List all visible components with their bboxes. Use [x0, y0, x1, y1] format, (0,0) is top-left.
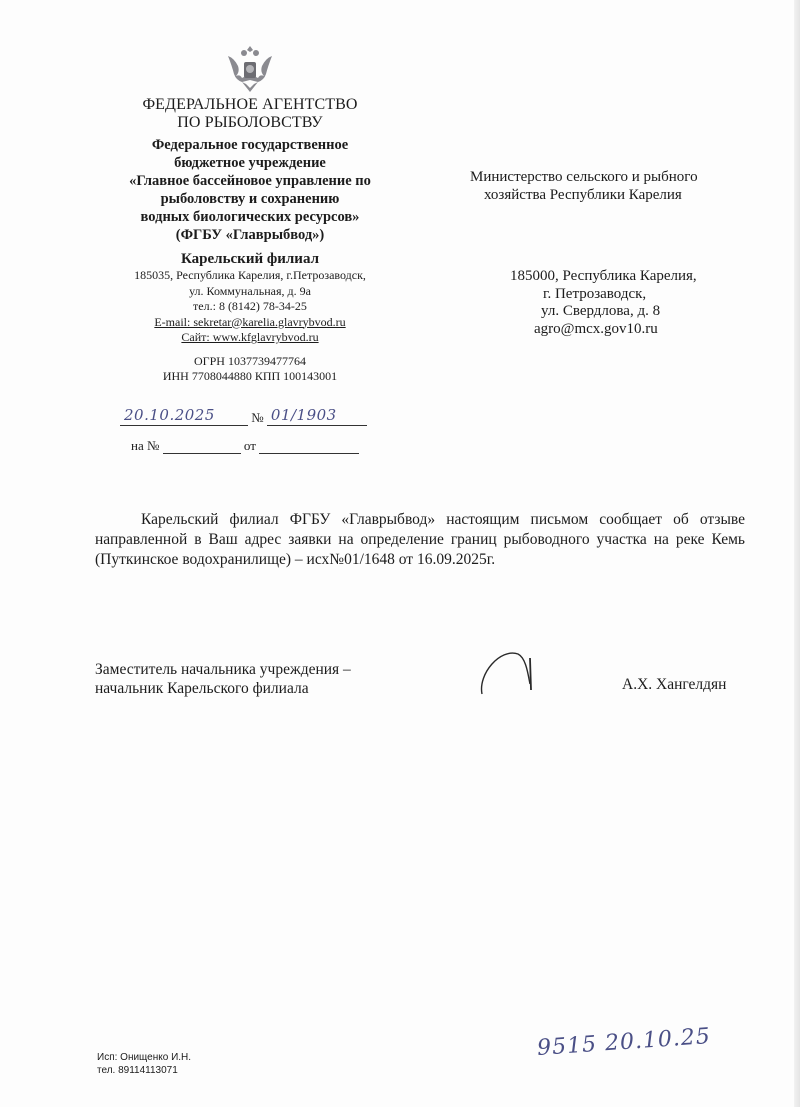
branch-email-link[interactable]: E-mail: sekretar@karelia.glavrybvod.ru	[154, 314, 346, 329]
letter-body	[95, 510, 745, 570]
signatory-title-line1: Заместитель начальника учреждения –	[95, 661, 351, 678]
page-edge	[794, 0, 800, 1107]
recipient-address-line2: г. Петрозаводск,	[543, 285, 647, 302]
recipient-address	[510, 268, 697, 338]
recipient-email-link[interactable]: agro@mcx.gov10.ru	[534, 320, 658, 337]
institution-name	[100, 136, 400, 244]
outgoing-date-handwritten: 20.10.2025	[124, 406, 215, 424]
branch-inn-kpp: ИНН 7708044880 КПП 100143001	[162, 369, 338, 383]
outgoing-reference	[120, 406, 367, 426]
coat-of-arms-icon	[222, 42, 278, 98]
agency-name-line1: ФЕДЕРАЛЬНОЕ АГЕНТСТВО	[142, 96, 358, 113]
recipient-address-line3: ул. Свердлова, д. 8	[541, 303, 661, 319]
signatory-title	[95, 660, 351, 698]
sender-block	[100, 96, 400, 385]
outgoing-number-handwritten: 01/1903	[270, 406, 337, 424]
branch-ogrn: ОГРН 1037739477764	[194, 353, 306, 368]
branch-website-link[interactable]: Сайт: www.kfglavrybvod.ru	[181, 330, 319, 344]
incoming-registration-stamp: 9515 20.10.25	[536, 1023, 712, 1062]
outgoing-number-field	[267, 406, 367, 426]
recipient-block	[470, 168, 698, 204]
in-reply-date-field	[259, 438, 359, 454]
in-reply-number-field	[163, 438, 241, 454]
executor-block	[97, 1051, 191, 1077]
recipient-line1: Министерство сельского и рыбного	[470, 169, 698, 185]
executor-name: Исп: Онищенко И.Н.	[97, 1052, 192, 1063]
recipient-address-line1: 185000, Республика Карелия,	[510, 268, 697, 284]
agency-name-line2: ПО РЫБОЛОВСТВУ	[177, 114, 323, 131]
institution-line: рыболовству и сохранению	[160, 191, 340, 207]
institution-line: «Главное бассейновое управление по	[129, 173, 371, 189]
in-reply-label: на №	[131, 438, 160, 453]
institution-line: водных биологических ресурсов»	[140, 209, 360, 225]
signatory-name: А.Х. Хангелдян	[622, 676, 727, 693]
in-reply-reference	[131, 438, 359, 454]
institution-line: Федеральное государственное	[151, 137, 349, 153]
branch-name: Карельский филиал	[181, 251, 319, 267]
body-paragraph: Карельский филиал ФГБУ «Главрыбвод» настоящим письмом сообщает об отзыве направленной в Ваш адрес заявки на определение границ рыбоводного участка на реке Кемь (Путкинское водохранилище) – исх№01/1648 от 16.09.2025г.	[95, 511, 745, 568]
number-label: №	[251, 410, 264, 425]
branch-address-line2: ул. Коммунальная, д. 9а	[189, 283, 311, 298]
institution-line: (ФГБУ «Главрыбвод»)	[175, 227, 325, 243]
branch-phone: тел.: 8 (8142) 78-34-25	[193, 299, 307, 313]
handwritten-signature-icon	[470, 644, 540, 704]
institution-line: бюджетное учреждение	[174, 155, 326, 171]
outgoing-date-field	[120, 406, 248, 426]
recipient-line2: хозяйства Республики Карелия	[484, 187, 682, 203]
branch-address-line1: 185035, Республика Карелия, г.Петрозаводск,	[134, 268, 366, 282]
executor-phone: тел. 89114113071	[97, 1065, 178, 1076]
signatory-title-line2: начальник Карельского филиала	[95, 680, 309, 697]
from-label: от	[243, 438, 256, 453]
